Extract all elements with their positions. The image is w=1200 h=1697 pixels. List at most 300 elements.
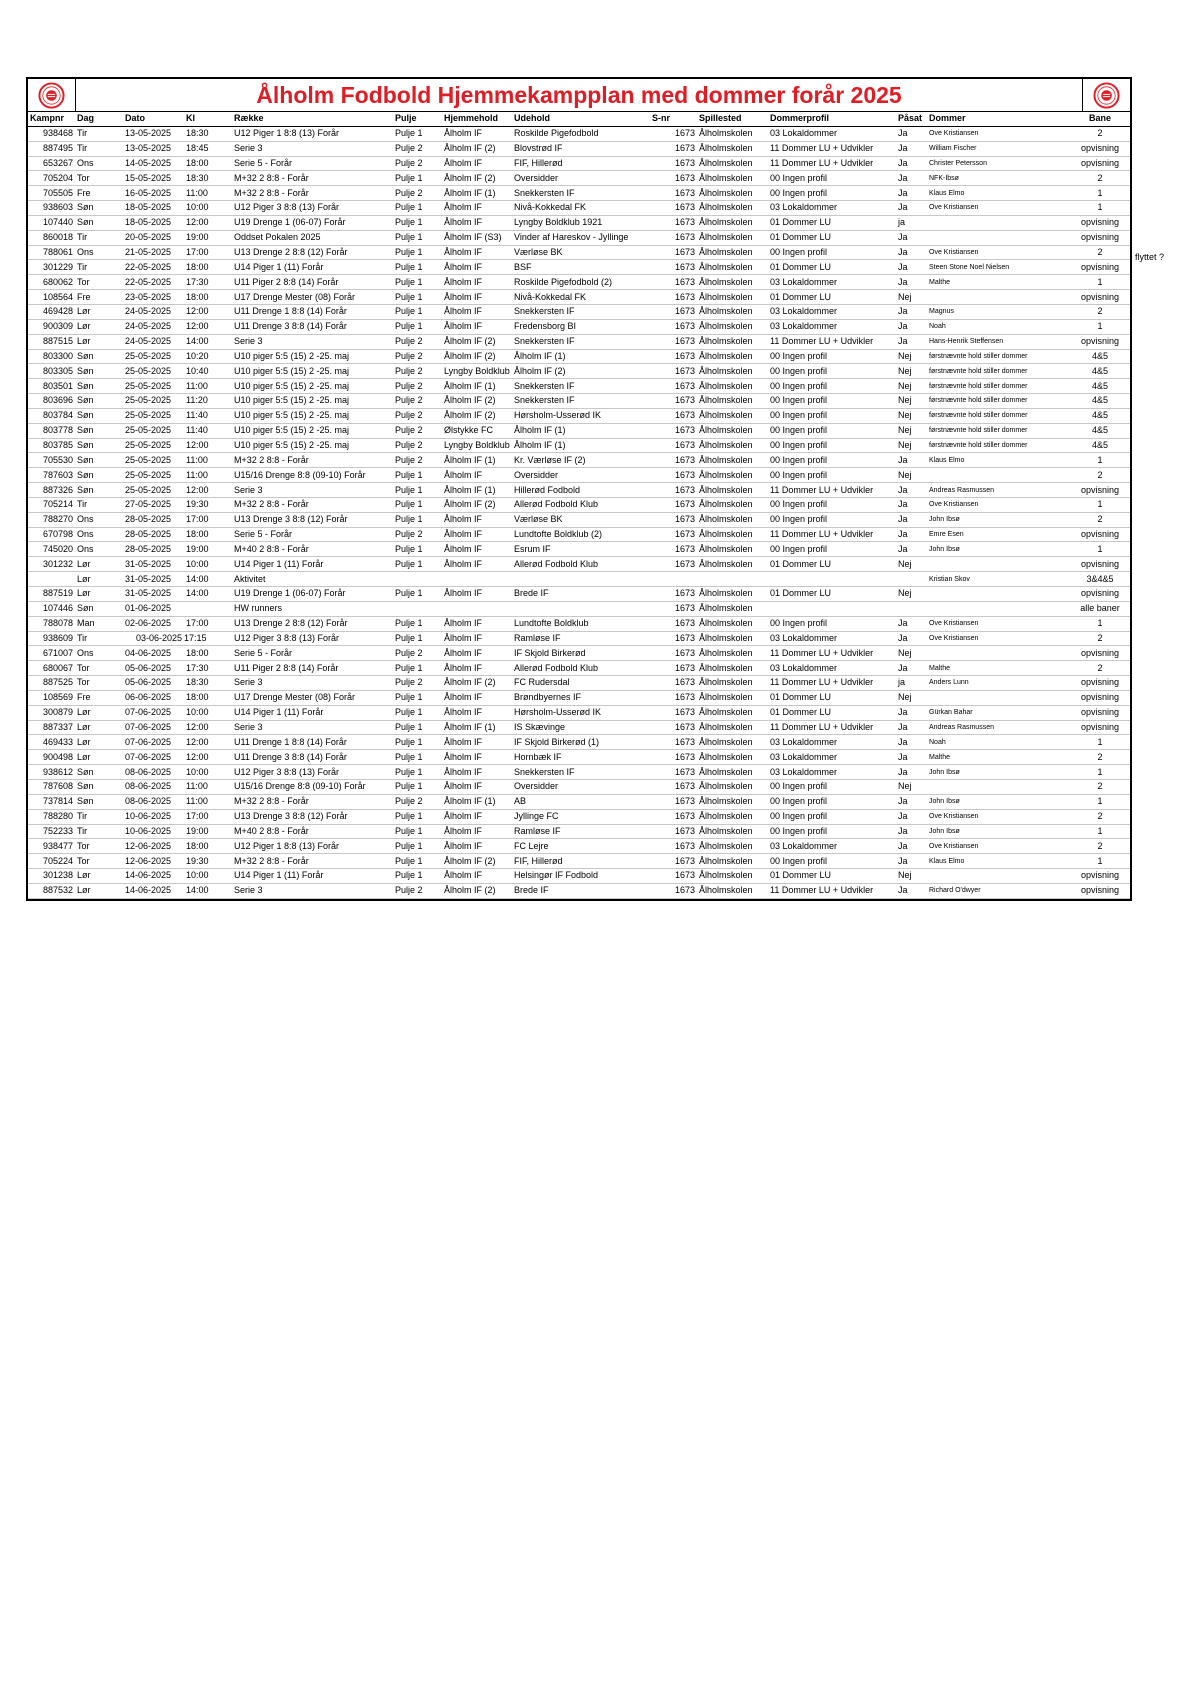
cell-paasat: Nej [896,349,927,364]
cell-kampnr: 803501 [28,379,75,394]
cell-snr: 1673 [650,661,697,676]
cell-paasat: Nej [896,290,927,305]
match-schedule-table [28,112,1130,899]
cell-dommerprofil: 11 Dommer LU + Udvikler [768,720,896,735]
cell-kampnr: 887495 [28,141,75,156]
cell-udehold: Brøndbyernes IF [512,690,650,705]
table-row [28,542,1130,557]
cell-spillested: Ålholmskolen [697,260,768,275]
cell-bane: 1 [1070,497,1130,512]
cell-dag: Lør [75,319,123,334]
cell-dommer [927,557,1070,572]
cell-snr: 1673 [650,750,697,765]
cell-raekke: U12 Piger 1 8:8 (13) Forår [232,126,393,141]
cell-kampnr: 671007 [28,646,75,661]
table-row [28,646,1130,661]
cell-dag: Man [75,616,123,631]
cell-udehold: Hørsholm-Usserød IK [512,705,650,720]
cell-dato: 24-05-2025 [123,304,184,319]
cell-kl: 12:00 [184,735,232,750]
cell-paasat: Nej [896,379,927,394]
cell-hjemmehold: Ålholm IF [442,839,512,854]
cell-bane: opvisning [1070,483,1130,498]
table-row [28,883,1130,898]
cell-kampnr: 469433 [28,735,75,750]
cell-paasat: Nej [896,408,927,423]
cell-snr: 1673 [650,230,697,245]
cell-pulje: Pulje 1 [393,735,442,750]
cell-spillested: Ålholmskolen [697,720,768,735]
cell-snr: 1673 [650,379,697,394]
cell-kampnr: 737814 [28,794,75,809]
cell-hjemmehold: Ålholm IF [442,661,512,676]
cell-hjemmehold: Ålholm IF [442,631,512,646]
cell-paasat: Ja [896,334,927,349]
table-row [28,126,1130,141]
cell-kampnr: 107446 [28,601,75,616]
cell-kl: 18:00 [184,839,232,854]
col-header-raekke: Række [232,112,393,126]
cell-raekke: M+40 2 8:8 - Forår [232,824,393,839]
cell-pulje: Pulje 2 [393,423,442,438]
cell-snr: 1673 [650,468,697,483]
cell-hjemmehold: Ålholm IF [442,735,512,750]
cell-dato: 24-05-2025 [123,319,184,334]
cell-pulje: Pulje 2 [393,349,442,364]
cell-bane: 2 [1070,661,1130,676]
cell-bane: opvisning [1070,141,1130,156]
cell-dato: 10-06-2025 [123,809,184,824]
cell-kl: 14:00 [184,572,232,587]
cell-kl: 10:00 [184,705,232,720]
cell-dommer: førstnævnte hold stiller dommer [927,364,1070,379]
cell-dato: 25-05-2025 [123,468,184,483]
cell-hjemmehold: Ålholm IF (2) [442,408,512,423]
cell-paasat: Ja [896,512,927,527]
cell-dommerprofil: 01 Dommer LU [768,869,896,884]
cell-kampnr: 803785 [28,438,75,453]
cell-udehold: Lyngby Boldklub 1921 [512,215,650,230]
cell-pulje: Pulje 1 [393,230,442,245]
table-row [28,201,1130,216]
cell-hjemmehold: Ålholm IF [442,260,512,275]
cell-bane: 3&4&5 [1070,572,1130,587]
cell-kampnr: 887532 [28,883,75,898]
cell-dato: 05-06-2025 [123,661,184,676]
cell-raekke: M+32 2 8:8 - Forår [232,453,393,468]
cell-paasat: Ja [896,497,927,512]
cell-pulje: Pulje 1 [393,275,442,290]
cell-udehold: Snekkersten IF [512,334,650,349]
cell-spillested: Ålholmskolen [697,765,768,780]
cell-pulje: Pulje 1 [393,705,442,720]
cell-bane: 2 [1070,245,1130,260]
cell-dommerprofil: 00 Ingen profil [768,364,896,379]
cell-hjemmehold: Ålholm IF (1) [442,483,512,498]
cell-dato: 04-06-2025 [123,646,184,661]
cell-dato: 28-05-2025 [123,512,184,527]
cell-udehold: Kr. Værløse IF (2) [512,453,650,468]
cell-raekke: U12 Piger 3 8:8 (13) Forår [232,765,393,780]
cell-snr: 1673 [650,290,697,305]
cell-kampnr: 108569 [28,690,75,705]
cell-dato: 28-05-2025 [123,527,184,542]
cell-spillested: Ålholmskolen [697,631,768,646]
cell-udehold: Ålholm IF (1) [512,349,650,364]
cell-bane: 4&5 [1070,408,1130,423]
cell-udehold: BSF [512,260,650,275]
cell-dag: Søn [75,483,123,498]
table-row [28,141,1130,156]
cell-snr: 1673 [650,646,697,661]
cell-dommerprofil: 01 Dommer LU [768,587,896,602]
cell-raekke: Oddset Pokalen 2025 [232,230,393,245]
cell-paasat: Nej [896,557,927,572]
cell-udehold: Lundtofte Boldklub (2) [512,527,650,542]
cell-hjemmehold: Ålholm IF [442,542,512,557]
cell-dag: Søn [75,423,123,438]
cell-dommer: John Ibsø [927,824,1070,839]
cell-snr: 1673 [650,245,697,260]
cell-raekke: Serie 5 - Forår [232,156,393,171]
cell-dommer: Ove Kristiansen [927,616,1070,631]
cell-dommerprofil: 00 Ingen profil [768,616,896,631]
cell-pulje: Pulje 1 [393,869,442,884]
cell-bane: 1 [1070,616,1130,631]
cell-dommer: Malthe [927,275,1070,290]
cell-dag: Fre [75,290,123,305]
col-header-kampnr: Kampnr [28,112,75,126]
cell-kampnr: 787608 [28,779,75,794]
cell-dag: Ons [75,646,123,661]
cell-dommerprofil: 00 Ingen profil [768,809,896,824]
cell-paasat: Nej [896,869,927,884]
cell-dommer: Gürkan Bahar [927,705,1070,720]
cell-raekke: U10 piger 5:5 (15) 2 -25. maj [232,423,393,438]
cell-raekke: U14 Piger 1 (11) Forår [232,557,393,572]
cell-paasat: Ja [896,453,927,468]
cell-hjemmehold: Ålholm IF [442,319,512,334]
cell-hjemmehold: Lyngby Boldklub [442,364,512,379]
cell-hjemmehold: Ålholm IF [442,201,512,216]
cell-udehold: Allerød Fodbold Klub [512,497,650,512]
cell-kampnr: 887326 [28,483,75,498]
cell-kampnr: 705214 [28,497,75,512]
cell-kampnr: 938612 [28,765,75,780]
cell-kl: 19:00 [184,824,232,839]
cell-pulje: Pulje 1 [393,854,442,869]
cell-dag: Søn [75,468,123,483]
cell-dag: Fre [75,186,123,201]
table-row [28,765,1130,780]
cell-hjemmehold: Ålholm IF [442,750,512,765]
cell-snr: 1673 [650,720,697,735]
cell-dato: 14-06-2025 [123,883,184,898]
cell-dommerprofil: 00 Ingen profil [768,438,896,453]
cell-paasat: Ja [896,794,927,809]
table-row [28,364,1130,379]
cell-udehold: Oversidder [512,171,650,186]
cell-dommer: Malthe [927,750,1070,765]
cell-pulje: Pulje 2 [393,156,442,171]
table-row [28,438,1130,453]
cell-bane: 1 [1070,186,1130,201]
cell-bane: 1 [1070,735,1130,750]
cell-dommer: John Ibsø [927,512,1070,527]
cell-snr: 1673 [650,690,697,705]
cell-hjemmehold: Ålholm IF (1) [442,794,512,809]
cell-raekke: Serie 3 [232,334,393,349]
table-row [28,779,1130,794]
cell-spillested: Ålholmskolen [697,616,768,631]
table-row [28,497,1130,512]
cell-pulje: Pulje 1 [393,201,442,216]
cell-udehold: Nivå-Kokkedal FK [512,201,650,216]
cell-spillested: Ålholmskolen [697,527,768,542]
cell-dag: Tir [75,809,123,824]
cell-udehold: Brede IF [512,883,650,898]
cell-dag: Søn [75,408,123,423]
cell-kampnr: 107440 [28,215,75,230]
cell-spillested: Ålholmskolen [697,705,768,720]
table-row [28,334,1130,349]
cell-kl: 12:00 [184,319,232,334]
cell-kl: 11:00 [184,379,232,394]
cell-dato: 25-05-2025 [123,408,184,423]
cell-hjemmehold: Ålholm IF (1) [442,379,512,394]
cell-snr: 1673 [650,186,697,201]
cell-paasat [896,572,927,587]
cell-kampnr: 803305 [28,364,75,379]
cell-paasat: Ja [896,483,927,498]
cell-dommer: førstnævnte hold stiller dommer [927,349,1070,364]
cell-pulje [393,572,442,587]
cell-kampnr: 887519 [28,587,75,602]
cell-dag: Lør [75,883,123,898]
cell-paasat: Ja [896,854,927,869]
cell-udehold: Snekkersten IF [512,379,650,394]
cell-udehold: Ramløse IF [512,631,650,646]
cell-snr: 1673 [650,794,697,809]
cell-dommer: Ove Kristiansen [927,201,1070,216]
cell-dato: 07-06-2025 [123,720,184,735]
cell-dommerprofil [768,572,896,587]
cell-spillested: Ålholmskolen [697,379,768,394]
cell-snr: 1673 [650,275,697,290]
cell-raekke: M+32 2 8:8 - Forår [232,186,393,201]
cell-pulje: Pulje 1 [393,824,442,839]
cell-bane: opvisning [1070,690,1130,705]
cell-hjemmehold: Ålholm IF [442,527,512,542]
cell-hjemmehold: Ålholm IF (S3) [442,230,512,245]
cell-dommer [927,290,1070,305]
cell-udehold: Lundtofte Boldklub [512,616,650,631]
cell-bane: 2 [1070,839,1130,854]
cell-dommer: Kristian Skov [927,572,1070,587]
cell-hjemmehold: Ålholm IF [442,705,512,720]
cell-paasat: Nej [896,646,927,661]
cell-dommer: Christer Petersson [927,156,1070,171]
cell-dommerprofil: 11 Dommer LU + Udvikler [768,646,896,661]
cell-bane: 2 [1070,304,1130,319]
table-row [28,408,1130,423]
cell-udehold: Hillerød Fodbold [512,483,650,498]
cell-snr: 1673 [650,557,697,572]
cell-raekke: HW runners [232,601,393,616]
cell-dato: 14-05-2025 [123,156,184,171]
cell-dato: 25-05-2025 [123,364,184,379]
table-row [28,587,1130,602]
cell-pulje: Pulje 1 [393,245,442,260]
cell-dag: Søn [75,215,123,230]
cell-udehold: Ålholm IF (1) [512,438,650,453]
cell-pulje: Pulje 2 [393,141,442,156]
cell-kampnr: 860018 [28,230,75,245]
cell-pulje: Pulje 1 [393,587,442,602]
cell-hjemmehold: Ålholm IF [442,290,512,305]
cell-paasat: Ja [896,260,927,275]
cell-dommerprofil: 03 Lokaldommer [768,750,896,765]
cell-kl: 11:00 [184,453,232,468]
cell-spillested: Ålholmskolen [697,676,768,691]
cell-snr: 1673 [650,765,697,780]
cell-kampnr [28,572,75,587]
cell-paasat: Ja [896,750,927,765]
cell-paasat: Ja [896,527,927,542]
cell-dommer [927,646,1070,661]
cell-pulje: Pulje 2 [393,646,442,661]
cell-bane: opvisning [1070,527,1130,542]
cell-udehold: Værløse BK [512,512,650,527]
cell-kampnr: 887525 [28,676,75,691]
table-row [28,260,1130,275]
cell-kl: 19:30 [184,497,232,512]
cell-udehold: Ramløse IF [512,824,650,839]
cell-spillested: Ålholmskolen [697,423,768,438]
cell-dato: 07-06-2025 [123,750,184,765]
cell-kampnr: 803300 [28,349,75,364]
cell-dommerprofil: 11 Dommer LU + Udvikler [768,883,896,898]
cell-hjemmehold: Ålholm IF (2) [442,854,512,869]
cell-raekke: U19 Drenge 1 (06-07) Forår [232,587,393,602]
cell-snr: 1673 [650,171,697,186]
cell-dommer [927,690,1070,705]
cell-raekke: U11 Drenge 1 8:8 (14) Forår [232,735,393,750]
cell-raekke: U19 Drenge 1 (06-07) Forår [232,215,393,230]
cell-paasat: Ja [896,661,927,676]
cell-dommerprofil: 03 Lokaldommer [768,126,896,141]
cell-dommer: Steen Stone Noel Nielsen [927,260,1070,275]
cell-kampnr: 938468 [28,126,75,141]
cell-spillested: Ålholmskolen [697,646,768,661]
cell-dommerprofil: 11 Dommer LU + Udvikler [768,483,896,498]
cell-raekke: U11 Piger 2 8:8 (14) Forår [232,275,393,290]
cell-dato: 14-06-2025 [123,869,184,884]
cell-dato: 31-05-2025 [123,572,184,587]
cell-dommer: Ove Kristiansen [927,631,1070,646]
cell-hjemmehold: Ålholm IF (2) [442,171,512,186]
cell-spillested: Ålholmskolen [697,587,768,602]
table-row [28,483,1130,498]
cell-dag: Ons [75,156,123,171]
table-row [28,275,1130,290]
cell-snr: 1673 [650,260,697,275]
cell-raekke: U13 Drenge 2 8:8 (12) Forår [232,245,393,260]
cell-dommerprofil: 03 Lokaldommer [768,275,896,290]
cell-dato: 02-06-2025 [123,616,184,631]
cell-dato: 12-06-2025 [123,854,184,869]
cell-paasat: Ja [896,705,927,720]
cell-udehold: Snekkersten IF [512,186,650,201]
cell-bane: 2 [1070,779,1130,794]
cell-kl: 10:00 [184,765,232,780]
cell-spillested: Ålholmskolen [697,869,768,884]
cell-kl: 11:20 [184,394,232,409]
cell-pulje: Pulje 1 [393,260,442,275]
cell-spillested: Ålholmskolen [697,497,768,512]
cell-paasat: Nej [896,394,927,409]
cell-snr: 1673 [650,542,697,557]
cell-pulje [393,601,442,616]
col-header-udehold: Udehold [512,112,650,126]
cell-kampnr: 469428 [28,304,75,319]
cell-dag: Søn [75,379,123,394]
table-row [28,379,1130,394]
cell-spillested: Ålholmskolen [697,171,768,186]
cell-dato: 08-06-2025 [123,794,184,809]
club-logo-left [28,79,76,111]
cell-pulje: Pulje 1 [393,468,442,483]
cell-paasat: Nej [896,423,927,438]
sheet-header [28,79,1130,112]
cell-kl: 10:20 [184,349,232,364]
cell-spillested: Ålholmskolen [697,334,768,349]
cell-kl: 18:45 [184,141,232,156]
table-row [28,349,1130,364]
cell-dommerprofil: 00 Ingen profil [768,349,896,364]
cell-dato: 12-06-2025 [123,839,184,854]
cell-dommer: Malthe [927,661,1070,676]
cell-raekke: M+32 2 8:8 - Forår [232,171,393,186]
table-row [28,394,1130,409]
cell-spillested: Ålholmskolen [697,215,768,230]
cell-udehold: Snekkersten IF [512,394,650,409]
cell-dag: Tir [75,126,123,141]
cell-kampnr: 788061 [28,245,75,260]
cell-kl: 18:00 [184,260,232,275]
schedule-sheet [26,77,1132,901]
cell-kl: 18:00 [184,156,232,171]
cell-udehold: Vinder af Hareskov - Jyllinge [512,230,650,245]
cell-raekke: U13 Drenge 3 8:8 (12) Forår [232,809,393,824]
cell-pulje: Pulje 2 [393,453,442,468]
cell-dommer: førstnævnte hold stiller dommer [927,423,1070,438]
cell-snr: 1673 [650,587,697,602]
cell-raekke: U10 piger 5:5 (15) 2 -25. maj [232,349,393,364]
cell-paasat: Ja [896,883,927,898]
cell-dag: Søn [75,394,123,409]
col-header-dag: Dag [75,112,123,126]
cell-raekke: Serie 3 [232,720,393,735]
cell-raekke: Serie 3 [232,676,393,691]
cell-bane: opvisning [1070,883,1130,898]
cell-udehold: Roskilde Pigefodbold [512,126,650,141]
cell-hjemmehold: Ålholm IF (2) [442,497,512,512]
cell-kl: 12:00 [184,438,232,453]
cell-kampnr: 900498 [28,750,75,765]
cell-bane: 1 [1070,824,1130,839]
cell-dag: Tir [75,141,123,156]
